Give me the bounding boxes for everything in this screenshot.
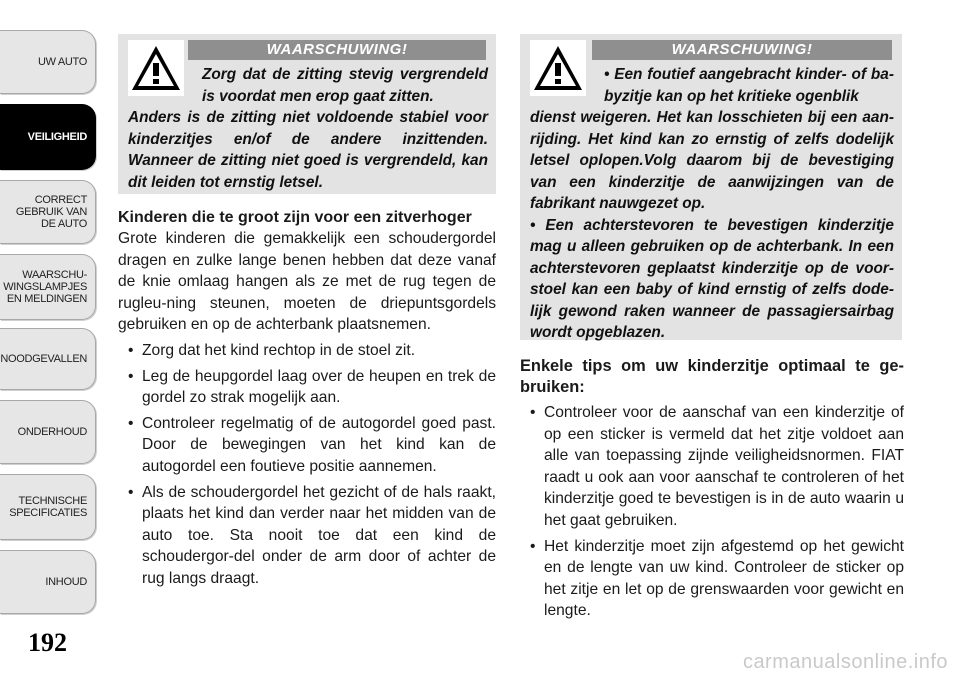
tab-correct-gebruik[interactable]: CORRECT GEBRUIK VAN DE AUTO	[0, 180, 96, 244]
list-item: • Controleer regelmatig of de autogordel goed past. Door de bewegingen van het kind kan de autogordel een foutieve positie aannemen.	[118, 413, 496, 478]
watermark: carmanualsonline.info	[742, 651, 948, 673]
warning-triangle-icon	[530, 40, 586, 96]
warning-text-intro: Zorg dat de zitting stevig vergrendeld is voordat men erop gaat zitten.	[202, 66, 488, 105]
right-column	[520, 356, 904, 622]
bullet-list	[520, 402, 904, 622]
warning-box-left	[118, 34, 496, 194]
tab-onderhoud[interactable]: ONDERHOUD	[0, 400, 96, 464]
section-body: Grote kinderen die gemakkelijk een schoudergordel dragen en zulke lange benen hebben dat deze vanaf de knie omlaag hangen als ze met de rug tegen de rugleu-ning steunen, moeten de driepuntsgordels gebruiken en op de achterbank plaatsnemen.	[118, 230, 496, 334]
tab-waarschuwingslampjes[interactable]: WAARSCHU- WINGSLAMPJES EN MELDINGEN	[0, 254, 96, 320]
tab-veiligheid[interactable]: VEILIGHEID	[0, 104, 96, 170]
tab-noodgevallen[interactable]: NOODGEVALLEN	[0, 328, 96, 390]
warning-header: WAARSCHUWING!	[592, 40, 892, 60]
page-number: 192	[28, 628, 67, 657]
warning-text-body: dienst weigeren. Het kan losschieten bij een aan-rijding. Het kind kan zo ernstig of zelfs dodelijk letsel oplopen.Volg daarom bij de bevestiging van een kinderzitje de aanwijzingen van de fabrikant nauwgezet op.	[530, 109, 894, 212]
list-item: • Het kinderzitje moet zijn afgestemd op het gewicht en de lengte van uw kind. Controleer de sticker op het zitje en let op de grenswaarden voor gewicht en lengte.	[520, 536, 904, 622]
list-item: • Leg de heupgordel laag over de heupen en trek de gordel zo strak mogelijk aan.	[118, 366, 496, 409]
tab-technische-specificaties[interactable]: TECHNISCHE SPECIFICATIES	[0, 474, 96, 540]
tab-uw-auto[interactable]: UW AUTO	[0, 30, 96, 94]
bullet-list	[118, 340, 496, 590]
warning-text-body: • Een achterstevoren te bevestigen kinderzitje mag u alleen gebruiken op de achterbank. In een achterstevoren geplaatst kinderzitje op de voor-stoel kan een baby of kind ernstig of zelfs dode-lijk gewond raken wanneer de passagiersairbag wordt opgeblazen.	[530, 216, 894, 341]
warning-header: WAARSCHUWING!	[188, 40, 486, 60]
warning-box-right	[520, 34, 902, 340]
list-item: • Zorg dat het kind rechtop in de stoel zit.	[118, 340, 496, 362]
warning-text-intro: • Een foutief aangebracht kinder- of ba-byzitje kan op het kritieke ogenblik	[604, 66, 894, 105]
tab-inhoud[interactable]: INHOUD	[0, 550, 96, 614]
left-column	[118, 208, 496, 590]
list-item: • Als de schoudergordel het gezicht of de hals raakt, plaats het kind dan verder naar het midden van de auto toe. Sta nooit toe dat een kind de schoudergor-del onder de arm door of achter de rug langs draagt.	[118, 482, 496, 590]
list-item: • Controleer voor de aanschaf van een kinderzitje of op een sticker is vermeld dat het zitje voldoet aan alle van toepassing zijnde veiligheidsnormen. FIAT raadt u ook aan voor aanschaf te controleren of het kinderzitje goed te bevestigen is in de auto waarin u het gaat gebruiken.	[520, 402, 904, 532]
chapter-tabs	[0, 0, 98, 678]
warning-triangle-icon	[128, 40, 184, 96]
section-heading: Kinderen die te groot zijn voor een zitverhoger	[118, 209, 472, 226]
warning-text-body: Anders is de zitting niet voldoende stabiel voor kinderzitjes en/of de andere inzittenden. Wanneer de zitting niet goed is vergrendeld, kan dit leiden tot ernstig letsel.	[128, 109, 488, 191]
section-heading: Enkele tips om uw kinderzitje optimaal te ge-bruiken:	[520, 357, 904, 396]
